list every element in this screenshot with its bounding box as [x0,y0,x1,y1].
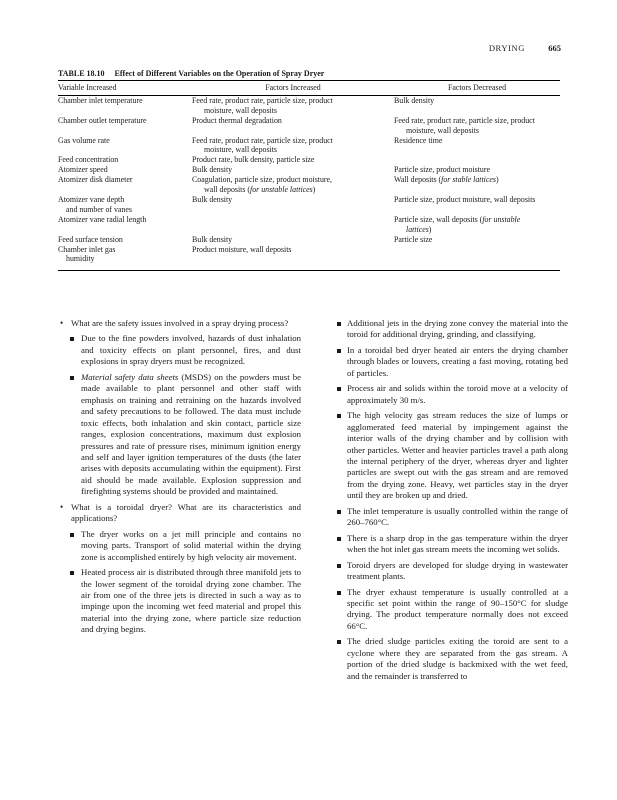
cell-line: Chamber outlet temperature [58,115,147,125]
answer-bullet [334,345,568,379]
bullet-text: Process air and solids within the toroid move at a velocity of approximately 30 m/s. [347,383,568,405]
cell-line: moisture, wall deposits [406,125,479,135]
cell-variable [58,165,192,175]
cell-factors-increased [192,235,394,245]
cell-line: Bulk density [192,165,233,175]
cell-line: Bulk density [192,194,233,204]
left-text-column [58,318,301,640]
table-number: TABLE 18.10 [58,69,105,78]
right-text-column [334,318,568,686]
cell-line: Atomizer vane depth [58,194,125,204]
cell-line: and number of vanes [66,204,132,214]
cell-line: Feed rate, product rate, particle size, product [394,115,535,125]
cell-line: Particle size [394,234,433,244]
cell-line: wall deposits (for unstable lattices) [204,185,316,195]
cell-line: Bulk density [394,95,435,105]
cell-factors-decreased [394,95,560,115]
cell-factors-increased [192,155,394,165]
cell-factors-increased [192,136,394,156]
table-body [58,95,560,270]
cell-line: humidity [66,254,95,264]
cell-line: Feed surface tension [58,234,123,244]
table-row [58,155,560,165]
table-row [58,175,560,195]
cell-line: Particle size, product moisture [394,165,490,175]
bullet-text: The dryer works on a jet mill principle and contains no moving parts. Transport of solid material within the drying zone is accomplished entirely by high velocity air movement. [81,528,301,562]
cell-variable [58,215,192,235]
cell-factors-decreased [394,245,560,271]
cell-line: moisture, wall deposits [204,145,277,155]
bullet-text: There is a sharp drop in the gas temperature within the dryer when the hot inlet gas stream meets the incoming wet solids. [347,532,568,555]
variables-table [58,80,560,271]
cell-factors-increased [192,215,394,235]
cell-factors-decreased [394,175,560,195]
cell-line: Particle size, wall deposits (for unstable [394,214,521,224]
cell-line: Atomizer disk diameter [58,175,133,185]
cell-variable [58,116,192,136]
table-row [58,95,560,115]
cell-line: Particle size, product moisture, wall deposits [394,194,536,204]
cell-line: Coagulation, particle size, product moisture, [192,175,333,185]
cell-factors-decreased [394,165,560,175]
cell-line [394,245,560,255]
cell-line: Product thermal degradation [192,115,282,125]
page-header [0,43,617,57]
table-row [58,116,560,136]
table-row [58,215,560,235]
cell-line: moisture, wall deposits [204,105,277,115]
cell-line: Wall deposits (for stable lattices) [394,175,499,185]
table-header-row [58,81,560,96]
cell-line: Feed rate, product rate, particle size, product [192,95,333,105]
answer-bullet [334,383,568,406]
answer-bullet [334,318,568,341]
bullet-text: The inlet temperature is usually controlled within the range of 260–760°C. [347,505,568,528]
answer-bullet [334,533,568,556]
column-header: Variable Increased [58,81,192,96]
cell-factors-increased [192,95,394,115]
answer-bullet [334,506,568,529]
cell-factors-increased [192,195,394,215]
cell-line: Atomizer vane radial length [58,214,147,224]
cell-line [394,155,560,165]
cell-variable [58,195,192,215]
table-row [58,245,560,271]
bullet-text: Additional jets in the drying zone convey the material into the toroid for additional drying, grinding, and classifying. [347,318,568,340]
column-header: Factors Increased [192,81,394,96]
cell-line: Residence time [394,135,443,145]
cell-line: Product moisture, wall deposits [192,244,292,254]
answer-bullet [58,372,301,498]
cell-line: Bulk density [192,234,233,244]
cell-line: Feed rate, product rate, particle size, product [192,135,333,145]
running-head: DRYING [488,43,525,53]
table-caption: Effect of Different Variables on the Operation of Spray Dryer [114,69,325,78]
answer-bullet [334,636,568,682]
table-row [58,195,560,215]
cell-variable [58,245,192,271]
cell-variable [58,136,192,156]
bullet-text: • What is a toroidal dryer? What are its characteristics and applications? [71,501,301,524]
cell-variable [58,175,192,195]
table-row [58,165,560,175]
cell-line: Atomizer speed [58,165,108,175]
table-row [58,235,560,245]
answer-bullet [58,333,301,367]
cell-variable [58,95,192,115]
column-header: Factors Decreased [394,81,560,96]
cell-line [192,215,394,225]
cell-variable [58,155,192,165]
cell-factors-decreased [394,155,560,165]
question-bullet [58,502,301,525]
answer-bullet [58,567,301,636]
cell-line: Product rate, bulk density, particle size [192,155,315,165]
bullet-text: The dryer exhaust temperature is usually controlled at a specific set point within the range of 90–150°C for sludge drying. The product temperature normally does not exceed 66°C. [347,586,568,631]
bullet-text: The dried sludge particles exiting the toroid are sent to a cyclone where they are separated from the gas stream. A portion of the dried sludge is backmixed with the wet feed, and the remainder is transferred to [347,636,568,681]
cell-factors-increased [192,245,394,271]
cell-factors-increased [192,165,394,175]
answer-bullet [334,560,568,583]
bullet-text: Heated process air is distributed through three manifold jets to the lower segment of the toroidal drying zone chamber. The air from one of the three jets is directed in such a way as to impinge upon the incoming wet feed material and propel this material into the drying zone, where particle size reduction and drying begins. [81,567,301,635]
table-title [58,68,560,80]
cell-factors-decreased [394,195,560,215]
cell-line: Feed concentration [58,155,119,165]
cell-variable [58,235,192,245]
cell-factors-increased [192,175,394,195]
bullet-text: In a toroidal bed dryer heated air enters the drying chamber through blades or louvers, creating a fast moving, rotating bed of particles. [347,344,568,378]
bullet-text: • What are the safety issues involved in a spray drying process? [71,318,289,328]
answer-bullet [58,529,301,563]
cell-factors-increased [192,116,394,136]
cell-factors-decreased [394,136,560,156]
cell-line: Chamber inlet gas [58,244,116,254]
bullet-text: The high velocity gas stream reduces the size of lumps or agglomerated feed material by impingement against the interior walls of the drying chamber and by collision with other particles. Wetter and heavier particles travel a path along the internal periphery of the dryer, whereas dryer and lighter particles are swept out with the gas stream and are removed from the drying zone. Heavy, wet particles stay in the dryer until they are broken up and dried. [347,410,568,501]
page-number: 665 [548,43,561,53]
question-bullet [58,318,301,329]
cell-factors-decreased [394,116,560,136]
bullet-text: Toroid dryers are developed for sludge drying in wastewater treatment plants. [347,559,568,582]
answer-bullet [334,587,568,633]
cell-factors-decreased [394,235,560,245]
cell-line: Gas volume rate [58,135,110,145]
cell-factors-decreased [394,215,560,235]
bullet-text: Due to the fine powders involved, hazards of dust inhalation and toxicity effects on plant personnel, fires, and dust explosions in spray dryers must be recognized. [81,333,301,367]
table-block [58,68,560,271]
table-row [58,136,560,156]
bullet-text: Material safety data sheets (MSDS) on the powders must be made available to plant personnel and other staff with emphasis on training and retraining on the hazards involved and safety precautions to be followed. The data must include toxic effects, both inhalation and skin contact, particle size ranges, explosion concentrations, maximum dust explosion pressures and rate of pressure rises, minimum ignition energy and self and layer ignition temperatures of the dusts (the later arises with deposits accumulating within the equipment). First aid should be made available. Explosion suppression and firefighting systems should be provided and maintained. [81,371,301,497]
answer-bullet [334,410,568,502]
cell-line: lattices) [406,224,432,234]
cell-line: Chamber inlet temperature [58,95,143,105]
